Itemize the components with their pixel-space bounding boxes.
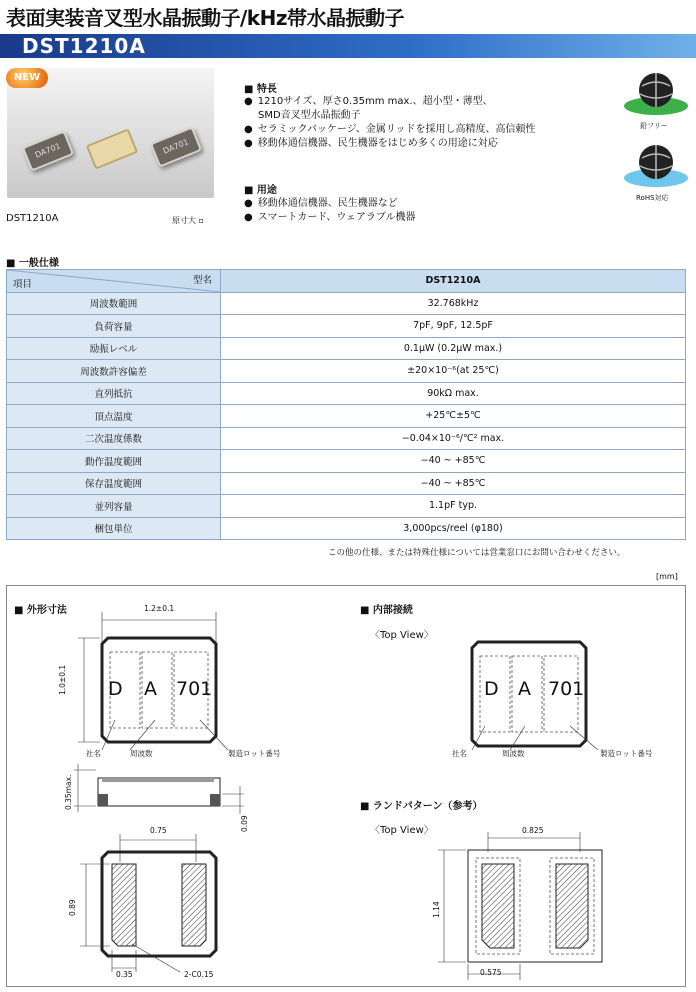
spec-row: 動作温度範囲 −40 ~ +85℃ bbox=[7, 450, 686, 473]
internal-drawing bbox=[440, 634, 640, 764]
land-view-label: 〈Top View〉 bbox=[370, 825, 434, 836]
spec-row: 保存温度範囲 −40 ~ +85℃ bbox=[7, 472, 686, 495]
spec-row: 頂点温度 +25℃±5℃ bbox=[7, 405, 686, 428]
spec-table bbox=[6, 269, 686, 540]
page-title: 表面実装音叉型水晶振動子/kHz帯水晶振動子 bbox=[6, 6, 404, 30]
unit-label: [mm] bbox=[656, 572, 678, 581]
dim-chamfer: 2-C0.15 bbox=[184, 970, 214, 979]
rohs-label: RoHS対応 bbox=[636, 194, 669, 202]
land-dim-spacing: 0.825 bbox=[522, 826, 544, 835]
internal-marking-d: D bbox=[484, 678, 499, 700]
dim-pad-height: 0.89 bbox=[68, 899, 77, 916]
application-item: ● 移動体通信機器、民生機器など bbox=[244, 197, 574, 211]
chip-image-2: DA701 bbox=[150, 126, 202, 167]
applications-heading: ■ 用途 bbox=[244, 185, 277, 196]
dim-pad-spacing: 0.75 bbox=[150, 826, 167, 835]
spec-heading: ■ 一般仕様 bbox=[6, 258, 59, 269]
callout-company: 社名 bbox=[86, 749, 101, 758]
lead-free-icon bbox=[620, 64, 690, 120]
dim-small: 0.09 bbox=[240, 815, 249, 832]
land-dim-width: 0.575 bbox=[480, 968, 502, 977]
marking-a: A bbox=[144, 678, 157, 700]
photo-caption: DST1210A bbox=[6, 213, 59, 224]
outline-drawing bbox=[70, 600, 340, 980]
spec-header-item: 項目 型名 bbox=[7, 270, 221, 293]
spec-row: 周波数許容偏差 ±20×10⁻⁶(at 25℃) bbox=[7, 360, 686, 383]
marking-d: D bbox=[108, 678, 123, 700]
internal-view-label: 〈Top View〉 bbox=[370, 630, 434, 641]
application-item: ● スマートカード、ウェアラブル機器 bbox=[244, 211, 574, 225]
dim-pad-width: 0.35 bbox=[116, 970, 133, 979]
marking-lot: 701 bbox=[176, 678, 213, 700]
land-pattern-drawing bbox=[430, 830, 630, 980]
spec-note: この他の仕様、または特殊仕様については営業窓口にお問い合わせください。 bbox=[328, 548, 626, 558]
spec-row: 直列抵抗 90kΩ max. bbox=[7, 382, 686, 405]
photo-scale-note: 原寸大 ▫ bbox=[172, 216, 204, 225]
spec-header-row bbox=[7, 270, 686, 293]
land-heading: ■ ランドパターン（参考） bbox=[360, 801, 483, 812]
spec-row: 負荷容量 7pF, 9pF, 12.5pF bbox=[7, 315, 686, 338]
new-badge: NEW bbox=[6, 68, 48, 88]
chip-image-1: DA701 bbox=[22, 130, 74, 171]
outline-heading: ■ 外形寸法 bbox=[14, 605, 67, 616]
feature-item: ● 1210サイズ、厚さ0.35mm max.、超小型・薄型、 bbox=[244, 95, 574, 109]
feature-item: SMD音叉型水晶振動子 bbox=[258, 110, 361, 121]
chip-image-bottom bbox=[86, 128, 138, 169]
dim-height: 1.0±0.1 bbox=[58, 664, 67, 695]
spec-header-model: DST1210A bbox=[221, 270, 686, 293]
model-banner-text: DST1210A bbox=[22, 34, 146, 58]
internal-marking-a: A bbox=[518, 678, 531, 700]
land-dim-height: 1.14 bbox=[432, 901, 441, 918]
callout-frequency: 周波数 bbox=[130, 749, 153, 758]
internal-marking-lot: 701 bbox=[548, 678, 585, 700]
spec-row: 梱包単位 3,000pcs/reel (φ180) bbox=[7, 517, 686, 540]
lead-free-label: 鉛フリー bbox=[640, 122, 668, 130]
features-list bbox=[244, 95, 574, 151]
features-heading: ■ 特長 bbox=[244, 84, 277, 95]
spec-row: 励振レベル 0.1μW (0.2μW max.) bbox=[7, 337, 686, 360]
model-banner bbox=[0, 34, 696, 58]
dim-width: 1.2±0.1 bbox=[144, 604, 175, 613]
spec-row: 周波数範囲 32.768kHz bbox=[7, 292, 686, 315]
feature-item: ● 移動体通信機器、民生機器をはじめ多くの用途に対応 bbox=[244, 137, 574, 151]
callout-lot: 製造ロット番号 bbox=[228, 749, 281, 758]
spec-row: 並列容量 1.1pF typ. bbox=[7, 495, 686, 518]
internal-callout-frequency: 周波数 bbox=[502, 749, 525, 758]
internal-callout-lot: 製造ロット番号 bbox=[600, 749, 653, 758]
internal-callout-company: 社名 bbox=[452, 749, 467, 758]
applications-list bbox=[244, 197, 574, 225]
feature-item: ● セラミックパッケージ、金属リッドを採用し高精度、高信頼性 bbox=[244, 123, 574, 137]
internal-heading: ■ 内部接続 bbox=[360, 605, 413, 616]
dim-thickness: 0.35max. bbox=[64, 774, 73, 810]
rohs-icon bbox=[620, 136, 690, 192]
spec-row: 二次温度係数 −0.04×10⁻⁶/℃² max. bbox=[7, 427, 686, 450]
